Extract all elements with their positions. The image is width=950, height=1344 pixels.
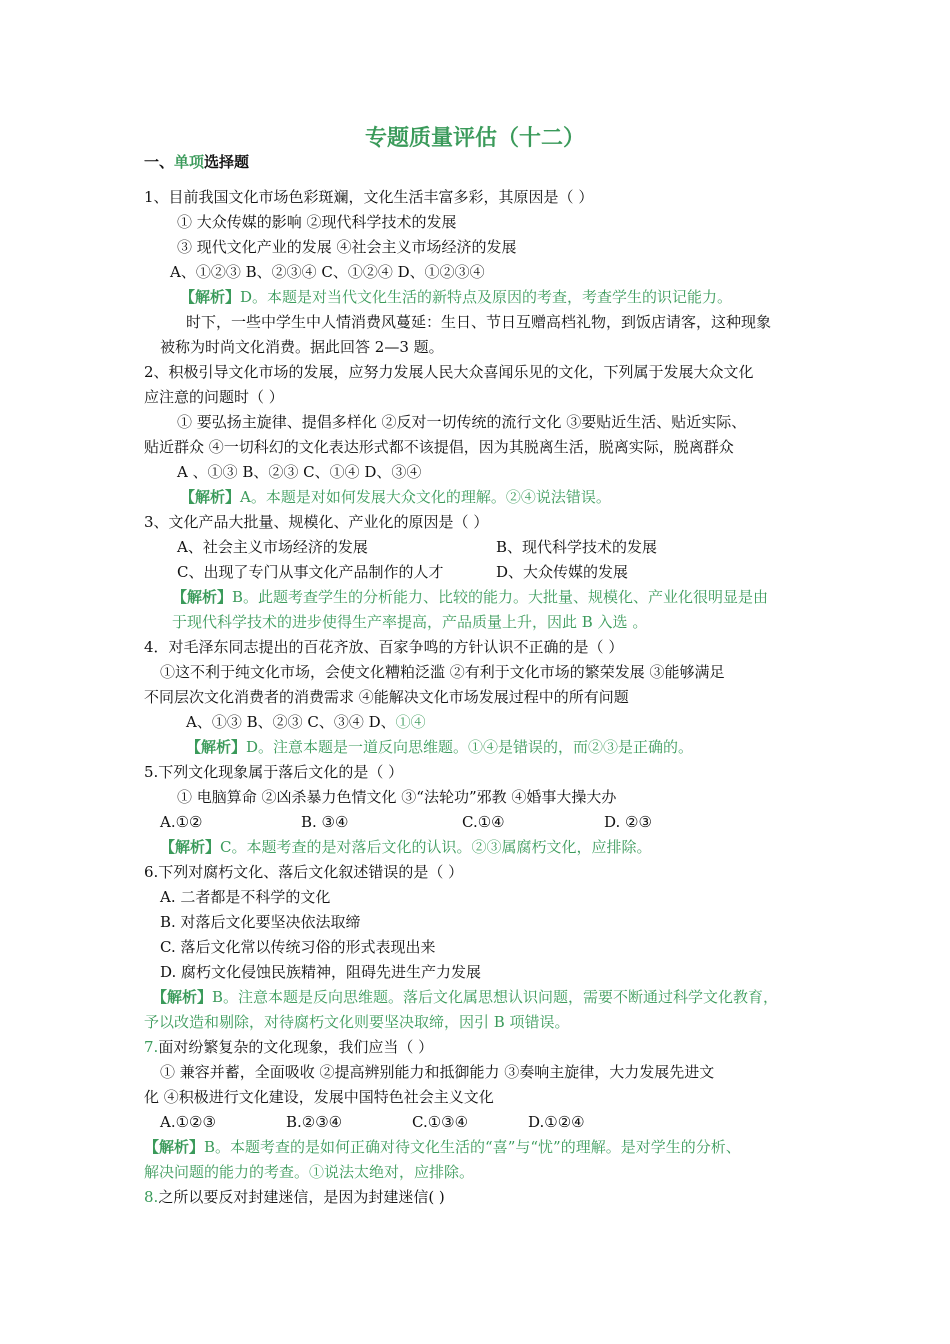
q5-options: ① 电脑算命 ②凶杀暴力色情文化 ③“法轮功”邪教 ④婚事大操大办: [177, 788, 617, 806]
answer-label: 【解析】: [144, 1138, 205, 1156]
q1-options-line2: ③ 现代文化产业的发展 ④社会主义市场经济的发展: [177, 238, 517, 256]
q3-choice-b: B、现代科学技术的发展: [496, 538, 658, 556]
question-2-line2: 应注意的问题时（ ）: [144, 388, 284, 406]
q5-choice-d: D. ②③: [604, 813, 652, 831]
q7-answer-line2: 解决问题的能力的考查。①说法太绝对，应排除。: [144, 1163, 475, 1181]
question-5: 5.下列文化现象属于落后文化的是（ ）: [144, 763, 404, 781]
answer-text: B。此题考查学生的分析能力、比较的能力。大批量、规模化、产业化很明显是由: [232, 588, 769, 606]
q8-number: 8.: [144, 1188, 159, 1206]
q3-answer-line2: 于现代科学技术的进步使得生产率提高，产品质量上升，因此 B 入选 。: [172, 613, 648, 631]
q6-answer-line2: 予以改造和剔除，对待腐朽文化则要坚决取缔，因引 B 项错误。: [144, 1013, 570, 1031]
q4-options-line2: 不同层次文化消费者的消费需求 ④能解决文化市场发展过程中的所有问题: [144, 688, 629, 706]
q7-choice-c: C.①③④: [412, 1113, 469, 1131]
question-7: [144, 1037, 433, 1057]
q1-options-line1: ① 大众传媒的影响 ②现代科学技术的发展: [177, 213, 457, 231]
passage-line1: 时下，一些中学生中人情消费风蔓延：生日、节日互赠高档礼物，到饭店请客，这种现象: [186, 313, 772, 331]
q7-answer-line1: [144, 1137, 741, 1157]
q7-choice-b: B.②③④: [286, 1113, 343, 1131]
question-8: [144, 1187, 445, 1207]
q7-options-line1: ① 兼容并蓄，全面吸收 ②提高辨别能力和抵御能力 ③奏响主旋律，大力发展先进文: [160, 1063, 715, 1081]
question-3: 3、文化产品大批量、规模化、产业化的原因是（ ）: [144, 513, 489, 531]
q8-text: 之所以要反对封建迷信，是因为封建迷信( ): [158, 1188, 445, 1206]
q7-choice-d: D.①②④: [528, 1113, 585, 1131]
q6-answer-line1: [152, 987, 778, 1007]
q4-choices: [186, 712, 426, 732]
answer-label: 【解析】: [172, 588, 233, 606]
passage-line2: 被称为时尚文化消费。据此回答 2—3 题。: [160, 338, 444, 356]
q6-choice-b: B. 对落后文化要坚决依法取缔: [160, 913, 361, 931]
answer-label: 【解析】: [186, 738, 247, 756]
answer-text: B。注意本题是反向思维题。落后文化属思想认识问题，需要不断通过科学文化教育，: [212, 988, 779, 1006]
answer-label: 【解析】: [152, 988, 213, 1006]
answer-text: D。本题是对当代文化生活的新特点及原因的考查，考查学生的识记能力。: [240, 288, 733, 306]
answer-label: 【解析】: [180, 288, 241, 306]
answer-label: 【解析】: [180, 488, 241, 506]
q7-choice-a: A.①②③: [160, 1113, 216, 1131]
section-suffix: 选择题: [204, 153, 250, 171]
question-1: 1、目前我国文化市场色彩斑斓，文化生活丰富多彩，其原因是（ ）: [144, 188, 594, 206]
answer-text: B。本题考查的是如何正确对待文化生活的“喜”与“忧”的理解。是对学生的分析、: [204, 1138, 741, 1156]
q3-choice-a: A、社会主义市场经济的发展: [177, 538, 368, 556]
section-green: 单项: [174, 153, 205, 171]
question-6: 6.下列对腐朽文化、落后文化叙述错误的是（ ）: [144, 863, 464, 881]
answer-text: A。本题是对如何发展大众文化的理解。②④说法错误。: [240, 488, 611, 506]
q1-choices: A、①②③ B、②③④ C、①②④ D、①②③④: [170, 263, 485, 281]
q5-choice-a: A.①②: [160, 813, 203, 831]
answer-label: 【解析】: [160, 838, 221, 856]
q4-answer: [186, 737, 693, 757]
q7-options-line2: 化 ④积极进行文化建设，发展中国特色社会主义文化: [144, 1088, 494, 1106]
q2-options-line1: ① 要弘扬主旋律、提倡多样化 ②反对一切传统的流行文化 ③要贴近生活、贴近实际、: [177, 413, 747, 431]
question-2-line1: 2、积极引导文化市场的发展，应努力发展人民大众喜闻乐见的文化，下列属于发展大众文化: [144, 363, 754, 381]
q6-choice-a: A. 二者都是不科学的文化: [160, 888, 331, 906]
section-prefix: 一、: [144, 153, 175, 171]
answer-text: D。注意本题是一道反向思维题。①④是错误的，而②③是正确的。: [246, 738, 694, 756]
q4-choice-d-value: ①④: [395, 713, 426, 731]
q3-choice-d: D、大众传媒的发展: [496, 563, 629, 581]
q2-answer: [180, 487, 611, 507]
q3-choice-c: C、出现了专门从事文化产品制作的人才: [177, 563, 444, 581]
question-4: 4．对毛泽东同志提出的百花齐放、百家争鸣的方针认识不正确的是（ ）: [144, 638, 624, 656]
q6-choice-d: D. 腐朽文化侵蚀民族精神，阻碍先进生产力发展: [160, 963, 482, 981]
q2-options-line2: 贴近群众 ④一切科幻的文化表达形式都不该提倡，因为其脱离生活，脱离实际，脱离群众: [144, 438, 734, 456]
q5-choice-b: B. ③④: [301, 813, 349, 831]
q7-text: 面对纷繁复杂的文化现象，我们应当（ ）: [158, 1038, 434, 1056]
q1-answer: [180, 287, 732, 307]
q4-choices-text: A、①③ B、②③ C、③④ D、: [186, 713, 396, 731]
q2-choices: A 、①③ B、②③ C、①④ D、③④: [177, 463, 422, 481]
q3-answer-line1: [172, 587, 768, 607]
q6-choice-c: C. 落后文化常以传统习俗的形式表现出来: [160, 938, 436, 956]
page-title: 专题质量评估（十二）: [364, 125, 585, 151]
q4-options-line1: ①这不利于纯文化市场，会使文化糟粕泛滥 ②有利于文化市场的繁荣发展 ③能够满足: [160, 663, 725, 681]
section-heading: [144, 152, 249, 172]
answer-text: C。本题考查的是对落后文化的认识。②③属腐朽文化，应排除。: [220, 838, 652, 856]
q5-choice-c: C.①④: [462, 813, 505, 831]
q5-answer: [160, 837, 652, 857]
q7-number: 7.: [144, 1038, 159, 1056]
